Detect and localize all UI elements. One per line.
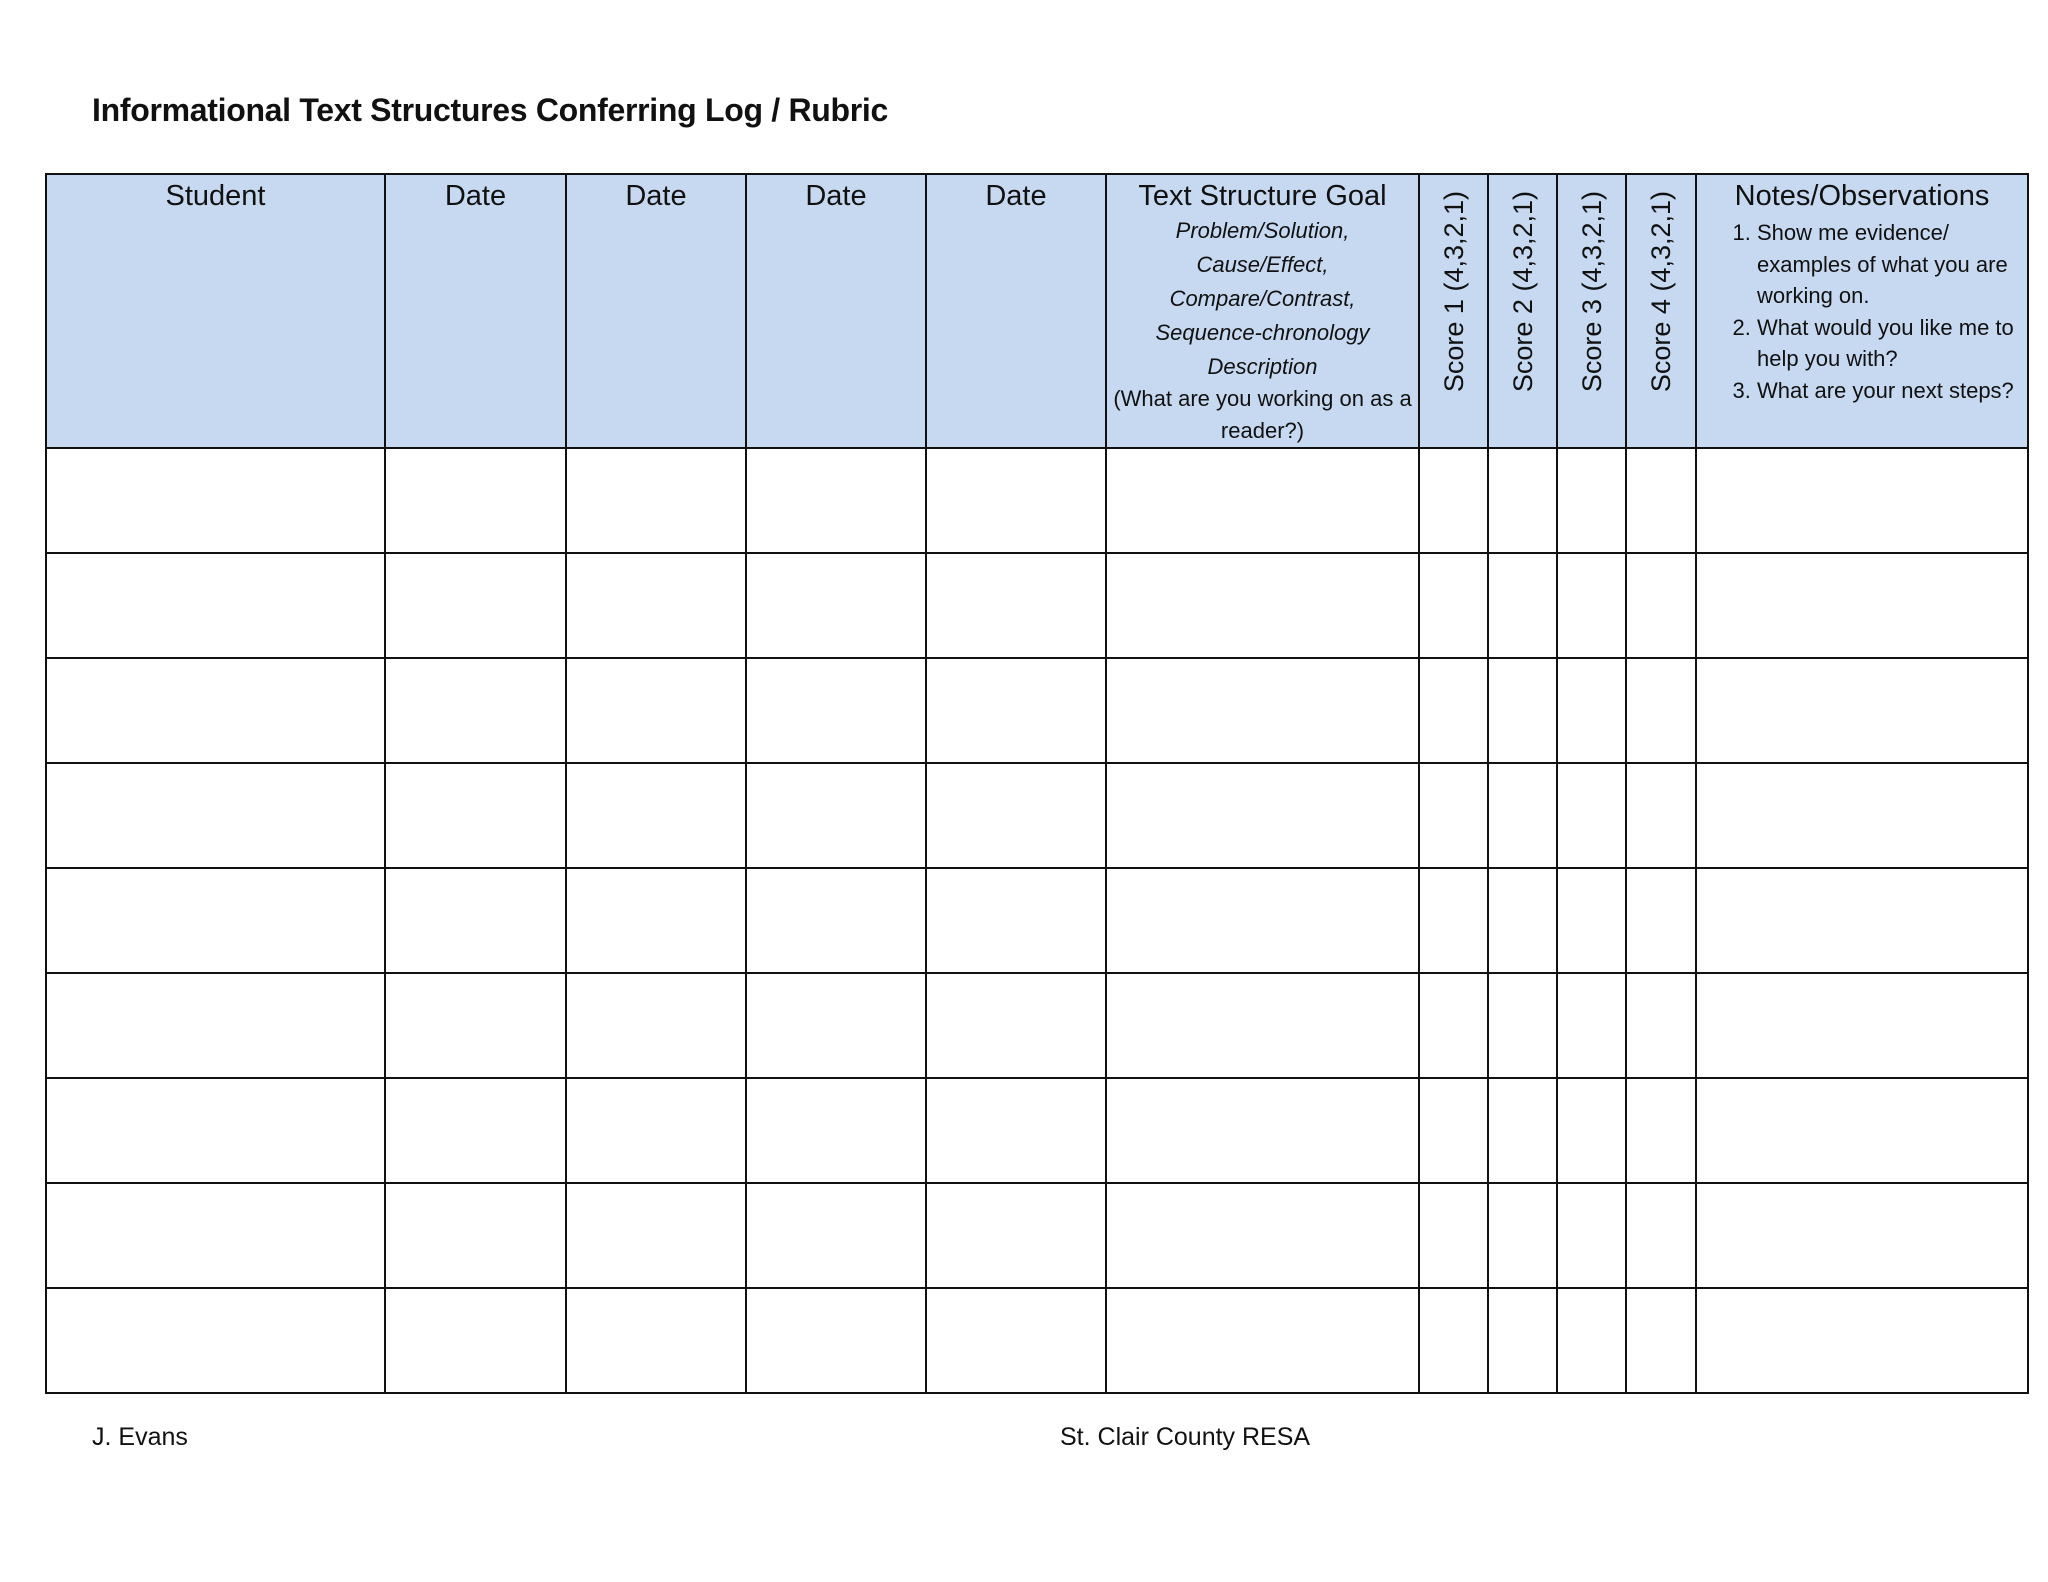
notes-prompt-2: 2. What would you like me to help you with? [1757, 312, 2019, 375]
goal-header [1106, 174, 1419, 448]
date-cell-4[interactable] [926, 763, 1106, 868]
student-cell[interactable] [46, 868, 385, 973]
date-cell-3[interactable] [746, 658, 926, 763]
date-cell-1[interactable] [385, 868, 566, 973]
date-cell-3[interactable] [746, 1288, 926, 1393]
score-cell-4[interactable] [1626, 868, 1696, 973]
notes-cell[interactable] [1696, 1078, 2028, 1183]
goal-cell[interactable] [1106, 553, 1419, 658]
date-cell-4[interactable] [926, 553, 1106, 658]
goal-heading: Text Structure Goal [1138, 180, 1387, 212]
score-cell-4[interactable] [1626, 763, 1696, 868]
student-cell[interactable] [46, 1183, 385, 1288]
notes-cell[interactable] [1696, 1183, 2028, 1288]
date-header-1: Date [385, 174, 566, 448]
student-cell[interactable] [46, 448, 385, 553]
goal-cell[interactable] [1106, 868, 1419, 973]
notes-cell[interactable] [1696, 553, 2028, 658]
score-cell-1[interactable] [1419, 553, 1488, 658]
score-cell-3[interactable] [1557, 868, 1626, 973]
student-cell[interactable] [46, 553, 385, 658]
goal-structure-2: Cause/Effect, [1196, 252, 1329, 277]
notes-cell[interactable] [1696, 973, 2028, 1078]
date-cell-1[interactable] [385, 448, 566, 553]
log-body [46, 448, 2028, 1393]
table-row [46, 1078, 2028, 1183]
score-header-2: Score 2 (4,3,2,1) [1488, 174, 1557, 448]
student-cell[interactable] [46, 1288, 385, 1393]
score-cell-3[interactable] [1557, 973, 1626, 1078]
goal-cell[interactable] [1106, 1078, 1419, 1183]
score-cell-4[interactable] [1626, 1183, 1696, 1288]
score-cell-2[interactable] [1488, 868, 1557, 973]
table-row [46, 658, 2028, 763]
date-cell-3[interactable] [746, 448, 926, 553]
score-cell-1[interactable] [1419, 1183, 1488, 1288]
date-cell-4[interactable] [926, 1288, 1106, 1393]
goal-cell[interactable] [1106, 763, 1419, 868]
score-cell-4[interactable] [1626, 658, 1696, 763]
header-row [46, 174, 2028, 448]
goal-cell[interactable] [1106, 658, 1419, 763]
score-cell-1[interactable] [1419, 658, 1488, 763]
notes-heading: Notes/Observations [1734, 180, 1990, 212]
score-cell-1[interactable] [1419, 1078, 1488, 1183]
score-cell-4[interactable] [1626, 1288, 1696, 1393]
goal-structure-5: Description [1207, 354, 1318, 379]
score-cell-2[interactable] [1488, 553, 1557, 658]
score-cell-2[interactable] [1488, 973, 1557, 1078]
date-cell-3[interactable] [746, 1078, 926, 1183]
notes-prompt-1: 1. Show me evidence/ examples of what you are working on. [1757, 217, 2019, 312]
footer-organization: St. Clair County RESA [1060, 1423, 1311, 1451]
goal-cell[interactable] [1106, 1288, 1419, 1393]
table-row [46, 868, 2028, 973]
score-cell-4[interactable] [1626, 448, 1696, 553]
date-header-4: Date [926, 174, 1106, 448]
footer-author: J. Evans [92, 1423, 188, 1451]
goal-structure-1: Problem/Solution, [1175, 218, 1350, 243]
student-cell[interactable] [46, 1078, 385, 1183]
score-header-1: Score 1 (4,3,2,1) [1419, 174, 1488, 448]
date-cell-3[interactable] [746, 868, 926, 973]
date-cell-2[interactable] [566, 553, 746, 658]
score-cell-1[interactable] [1419, 868, 1488, 973]
date-cell-3[interactable] [746, 553, 926, 658]
goal-cell[interactable] [1106, 448, 1419, 553]
notes-cell[interactable] [1696, 658, 2028, 763]
notes-cell[interactable] [1696, 868, 2028, 973]
goal-structure-4: Sequence-chronology [1155, 320, 1370, 345]
date-cell-2[interactable] [566, 1183, 746, 1288]
date-cell-4[interactable] [926, 658, 1106, 763]
student-cell[interactable] [46, 658, 385, 763]
date-header-3: Date [746, 174, 926, 448]
score-cell-3[interactable] [1557, 1288, 1626, 1393]
date-cell-2[interactable] [566, 658, 746, 763]
goal-question: (What are you working on as a reader?) [1113, 386, 1412, 443]
score-cell-1[interactable] [1419, 1288, 1488, 1393]
notes-cell[interactable] [1696, 448, 2028, 553]
score-cell-1[interactable] [1419, 973, 1488, 1078]
table-row [46, 973, 2028, 1078]
score-cell-2[interactable] [1488, 763, 1557, 868]
date-cell-1[interactable] [385, 973, 566, 1078]
conferring-log-table [45, 173, 2029, 1394]
date-cell-2[interactable] [566, 1078, 746, 1183]
score-cell-2[interactable] [1488, 658, 1557, 763]
notes-cell[interactable] [1696, 1288, 2028, 1393]
date-cell-2[interactable] [566, 973, 746, 1078]
goal-cell[interactable] [1106, 973, 1419, 1078]
student-cell[interactable] [46, 763, 385, 868]
score-cell-3[interactable] [1557, 1183, 1626, 1288]
date-cell-1[interactable] [385, 763, 566, 868]
table-row [46, 448, 2028, 553]
date-cell-1[interactable] [385, 1288, 566, 1393]
score-cell-2[interactable] [1488, 1183, 1557, 1288]
date-cell-2[interactable] [566, 1288, 746, 1393]
date-cell-1[interactable] [385, 1078, 566, 1183]
score-cell-4[interactable] [1626, 973, 1696, 1078]
table-row [46, 1183, 2028, 1288]
score-cell-2[interactable] [1488, 448, 1557, 553]
date-cell-3[interactable] [746, 763, 926, 868]
goal-cell[interactable] [1106, 1183, 1419, 1288]
date-cell-4[interactable] [926, 868, 1106, 973]
date-cell-4[interactable] [926, 1183, 1106, 1288]
date-cell-2[interactable] [566, 868, 746, 973]
date-cell-4[interactable] [926, 448, 1106, 553]
date-cell-3[interactable] [746, 973, 926, 1078]
score-cell-2[interactable] [1488, 1078, 1557, 1183]
date-cell-4[interactable] [926, 973, 1106, 1078]
student-header: Student [46, 174, 385, 448]
table-row [46, 763, 2028, 868]
table-row [46, 553, 2028, 658]
score-cell-1[interactable] [1419, 763, 1488, 868]
date-cell-3[interactable] [746, 1183, 926, 1288]
date-cell-1[interactable] [385, 553, 566, 658]
score-cell-4[interactable] [1626, 553, 1696, 658]
goal-structure-3: Compare/Contrast, [1169, 286, 1356, 311]
score-cell-3[interactable] [1557, 448, 1626, 553]
table-row [46, 1288, 2028, 1393]
score-cell-3[interactable] [1557, 553, 1626, 658]
student-cell[interactable] [46, 973, 385, 1078]
notes-prompts [1711, 217, 2019, 406]
notes-cell[interactable] [1696, 763, 2028, 868]
date-cell-1[interactable] [385, 1183, 566, 1288]
notes-prompt-3: 3. What are your next steps? [1757, 375, 2019, 407]
date-header-2: Date [566, 174, 746, 448]
score-header-4: Score 4 (4,3,2,1) [1626, 174, 1696, 448]
date-cell-1[interactable] [385, 658, 566, 763]
score-cell-3[interactable] [1557, 763, 1626, 868]
score-cell-1[interactable] [1419, 448, 1488, 553]
score-cell-4[interactable] [1626, 1078, 1696, 1183]
date-cell-2[interactable] [566, 448, 746, 553]
score-cell-3[interactable] [1557, 658, 1626, 763]
notes-header [1696, 174, 2028, 448]
score-header-3: Score 3 (4,3,2,1) [1557, 174, 1626, 448]
score-cell-3[interactable] [1557, 1078, 1626, 1183]
date-cell-2[interactable] [566, 763, 746, 868]
page-title: Informational Text Structures Conferring Log / Rubric [92, 92, 889, 128]
score-cell-2[interactable] [1488, 1288, 1557, 1393]
date-cell-4[interactable] [926, 1078, 1106, 1183]
